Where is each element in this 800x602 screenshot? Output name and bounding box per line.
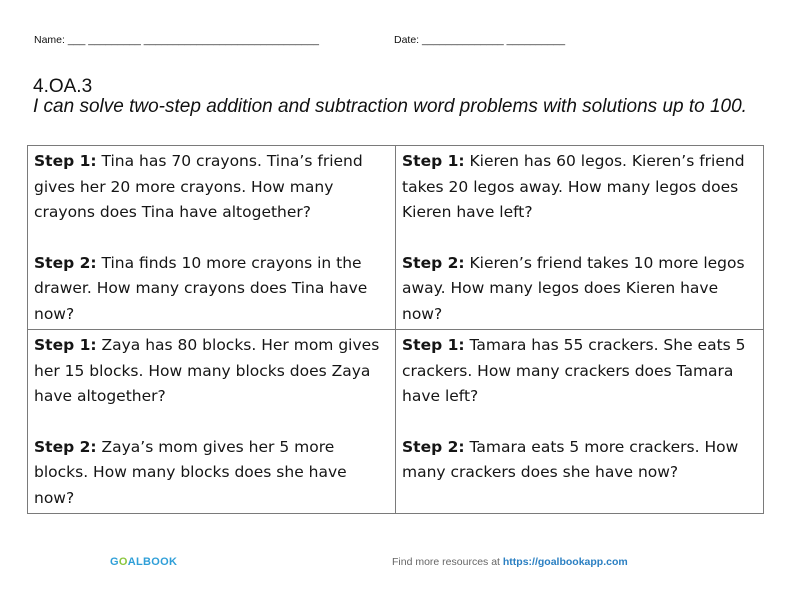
learning-objective: I can solve two-step addition and subtraction word problems with solutions up to 100.: [33, 96, 747, 117]
step1: [34, 333, 391, 410]
goalbook-logo: GOALBOOK: [110, 556, 178, 568]
step1: [402, 149, 759, 226]
worksheet-heading: [33, 77, 773, 117]
table-row: [28, 146, 764, 330]
problems-table: [27, 145, 764, 514]
problem-cell: [396, 330, 764, 514]
step1-text: Kieren has 60 legos. Kieren’s friend takes 20 legos away. How many legos does Kieren have left?: [402, 152, 745, 221]
standard-code: 4.OA.3: [33, 76, 93, 97]
table-row: [28, 330, 764, 514]
footer-resources-label: Find more resources at: [392, 556, 503, 568]
step2: [34, 435, 391, 512]
step2-label: Step 2:: [34, 253, 97, 272]
step2: [34, 251, 391, 328]
step2-text: Tamara eats 5 more crackers. How many crackers does she have now?: [402, 437, 739, 481]
step2: [402, 435, 759, 486]
step1-label: Step 1:: [402, 152, 465, 170]
step2-text: Tina finds 10 more crayons in the drawer. How many crayons does Tina have now?: [34, 253, 368, 323]
problem-cell: [28, 146, 396, 330]
step1: [34, 149, 391, 226]
date-line: Date: ______________ __________: [394, 34, 566, 46]
step1-text: Tina has 70 crayons. Tina’s friend gives her 20 more crayons. How many crayons does Tina have altogether?: [34, 152, 363, 221]
footer-resources: [392, 556, 628, 568]
step2-text: Zaya’s mom gives her 5 more blocks. How many blocks does she have now?: [34, 437, 347, 507]
step1-label: Step 1:: [34, 336, 97, 354]
step2: [402, 251, 759, 328]
step1-label: Step 1:: [34, 152, 97, 170]
step2-label: Step 2:: [34, 437, 97, 456]
step1: [402, 333, 759, 410]
step2-label: Step 2:: [402, 253, 465, 272]
name-line: Name: ___ _________ ______________________________: [34, 34, 319, 46]
problem-cell: [28, 330, 396, 514]
step2-text: Kieren’s friend takes 10 more legos away. How many legos does Kieren have now?: [402, 253, 745, 323]
step1-label: Step 1:: [402, 336, 465, 354]
step2-label: Step 2:: [402, 437, 465, 456]
step1-text: Tamara has 55 crackers. She eats 5 crackers. How many crackers does Tamara have left?: [402, 336, 746, 405]
problem-cell: [396, 146, 764, 330]
goalbook-link[interactable]: https://goalbookapp.com: [502, 556, 628, 568]
step1-text: Zaya has 80 blocks. Her mom gives her 15 blocks. How many blocks does Zaya have altogether?: [34, 336, 380, 405]
